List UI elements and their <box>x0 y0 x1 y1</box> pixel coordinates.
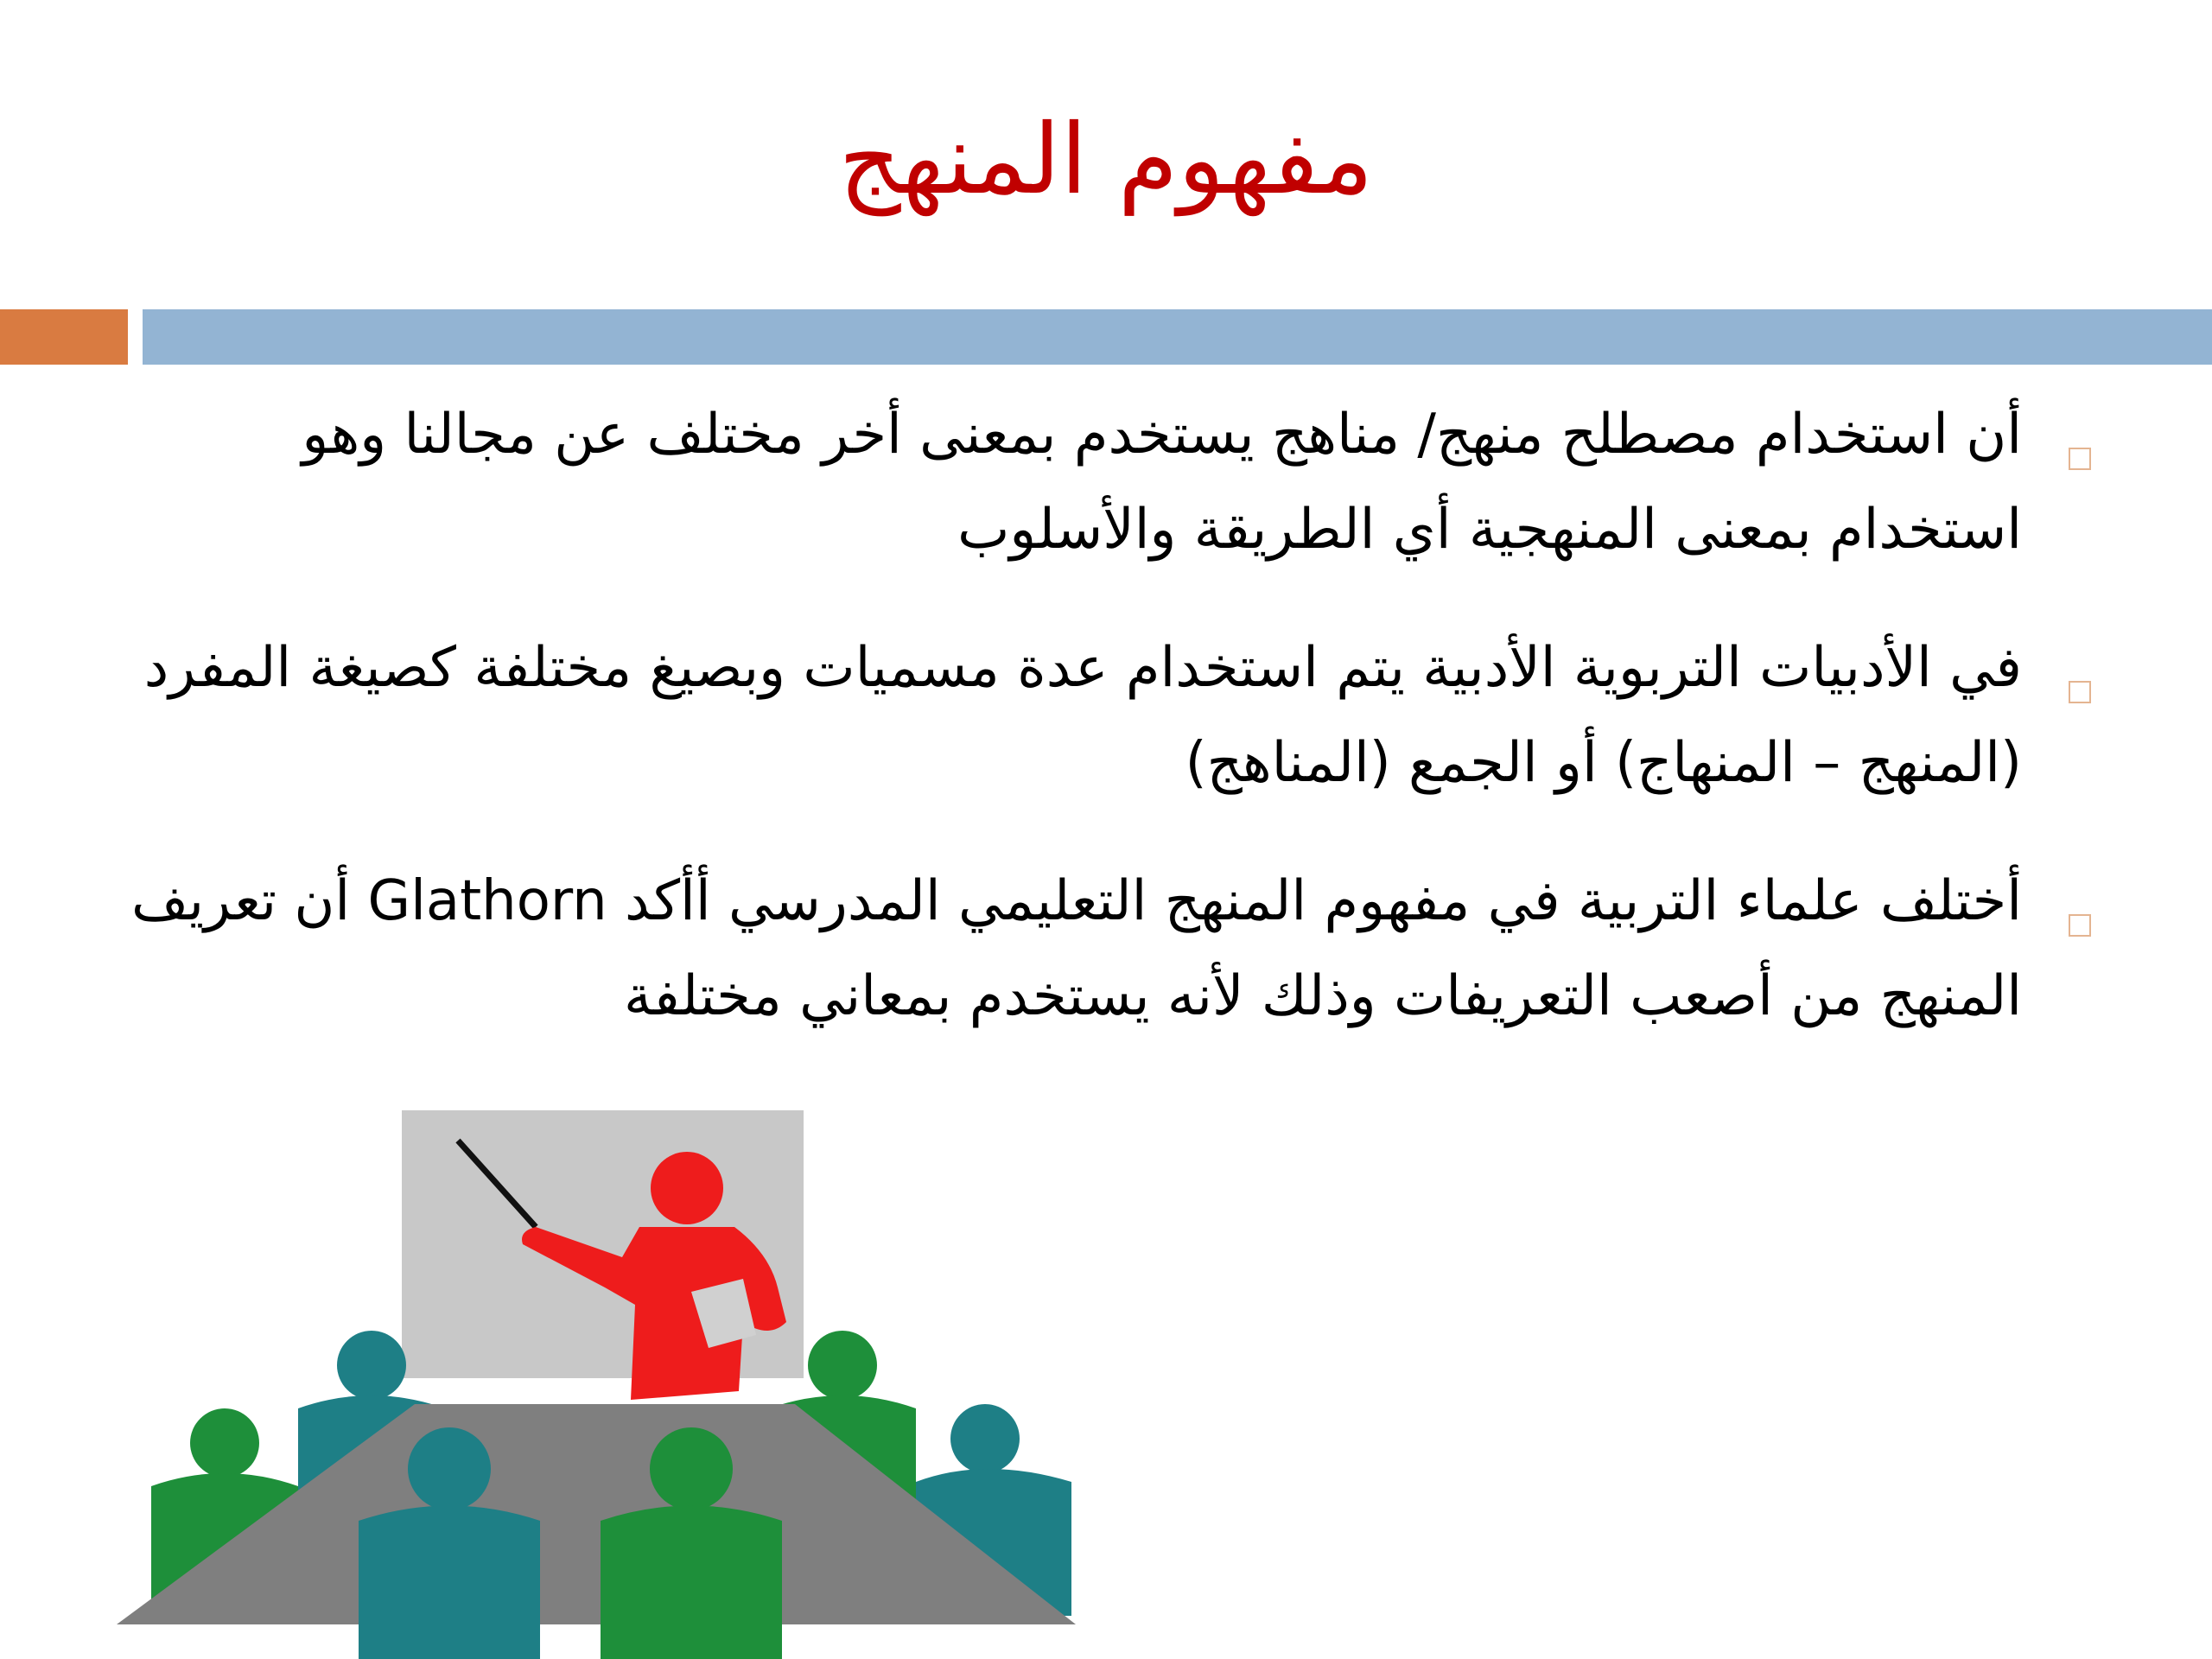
accent-bar-blue <box>143 309 2212 365</box>
bullet-item <box>130 620 2022 810</box>
bullet-square-icon <box>2069 681 2091 703</box>
bullet-square-icon <box>2069 914 2091 937</box>
slide-title: مفهوم المنهج <box>838 104 1374 216</box>
bullet-text: في الأدبيات التربوية الأدبية يتم استخدام عدة مسميات وبصيغ مختلفة كصيغة المفرد (المنهج – المنهاج) أو الجمع (المناهج) <box>143 636 2022 795</box>
accent-bar-orange <box>0 309 128 365</box>
bullet-item <box>130 854 2022 1044</box>
bullet-text: أن استخدام مصطلح منهج/ مناهج يستخدم بمعنى أخر مختلف عن مجالنا وهو استخدام بمعنى المنهجية أي الطريقة والأسلوب <box>302 403 2022 562</box>
bullet-text: أختلف علماء التربية في مفهوم المنهج التعليمي المدرسي أأكد Glathorn أن تعريف المنهج من أصعب التعريفات وذلك لأنه يستخدم بمعاني مختلفة <box>130 869 2022 1028</box>
bullet-list <box>130 387 2022 1087</box>
bullet-item <box>130 387 2022 577</box>
classroom-illustration <box>112 1106 1089 1659</box>
bullet-square-icon <box>2069 448 2091 470</box>
